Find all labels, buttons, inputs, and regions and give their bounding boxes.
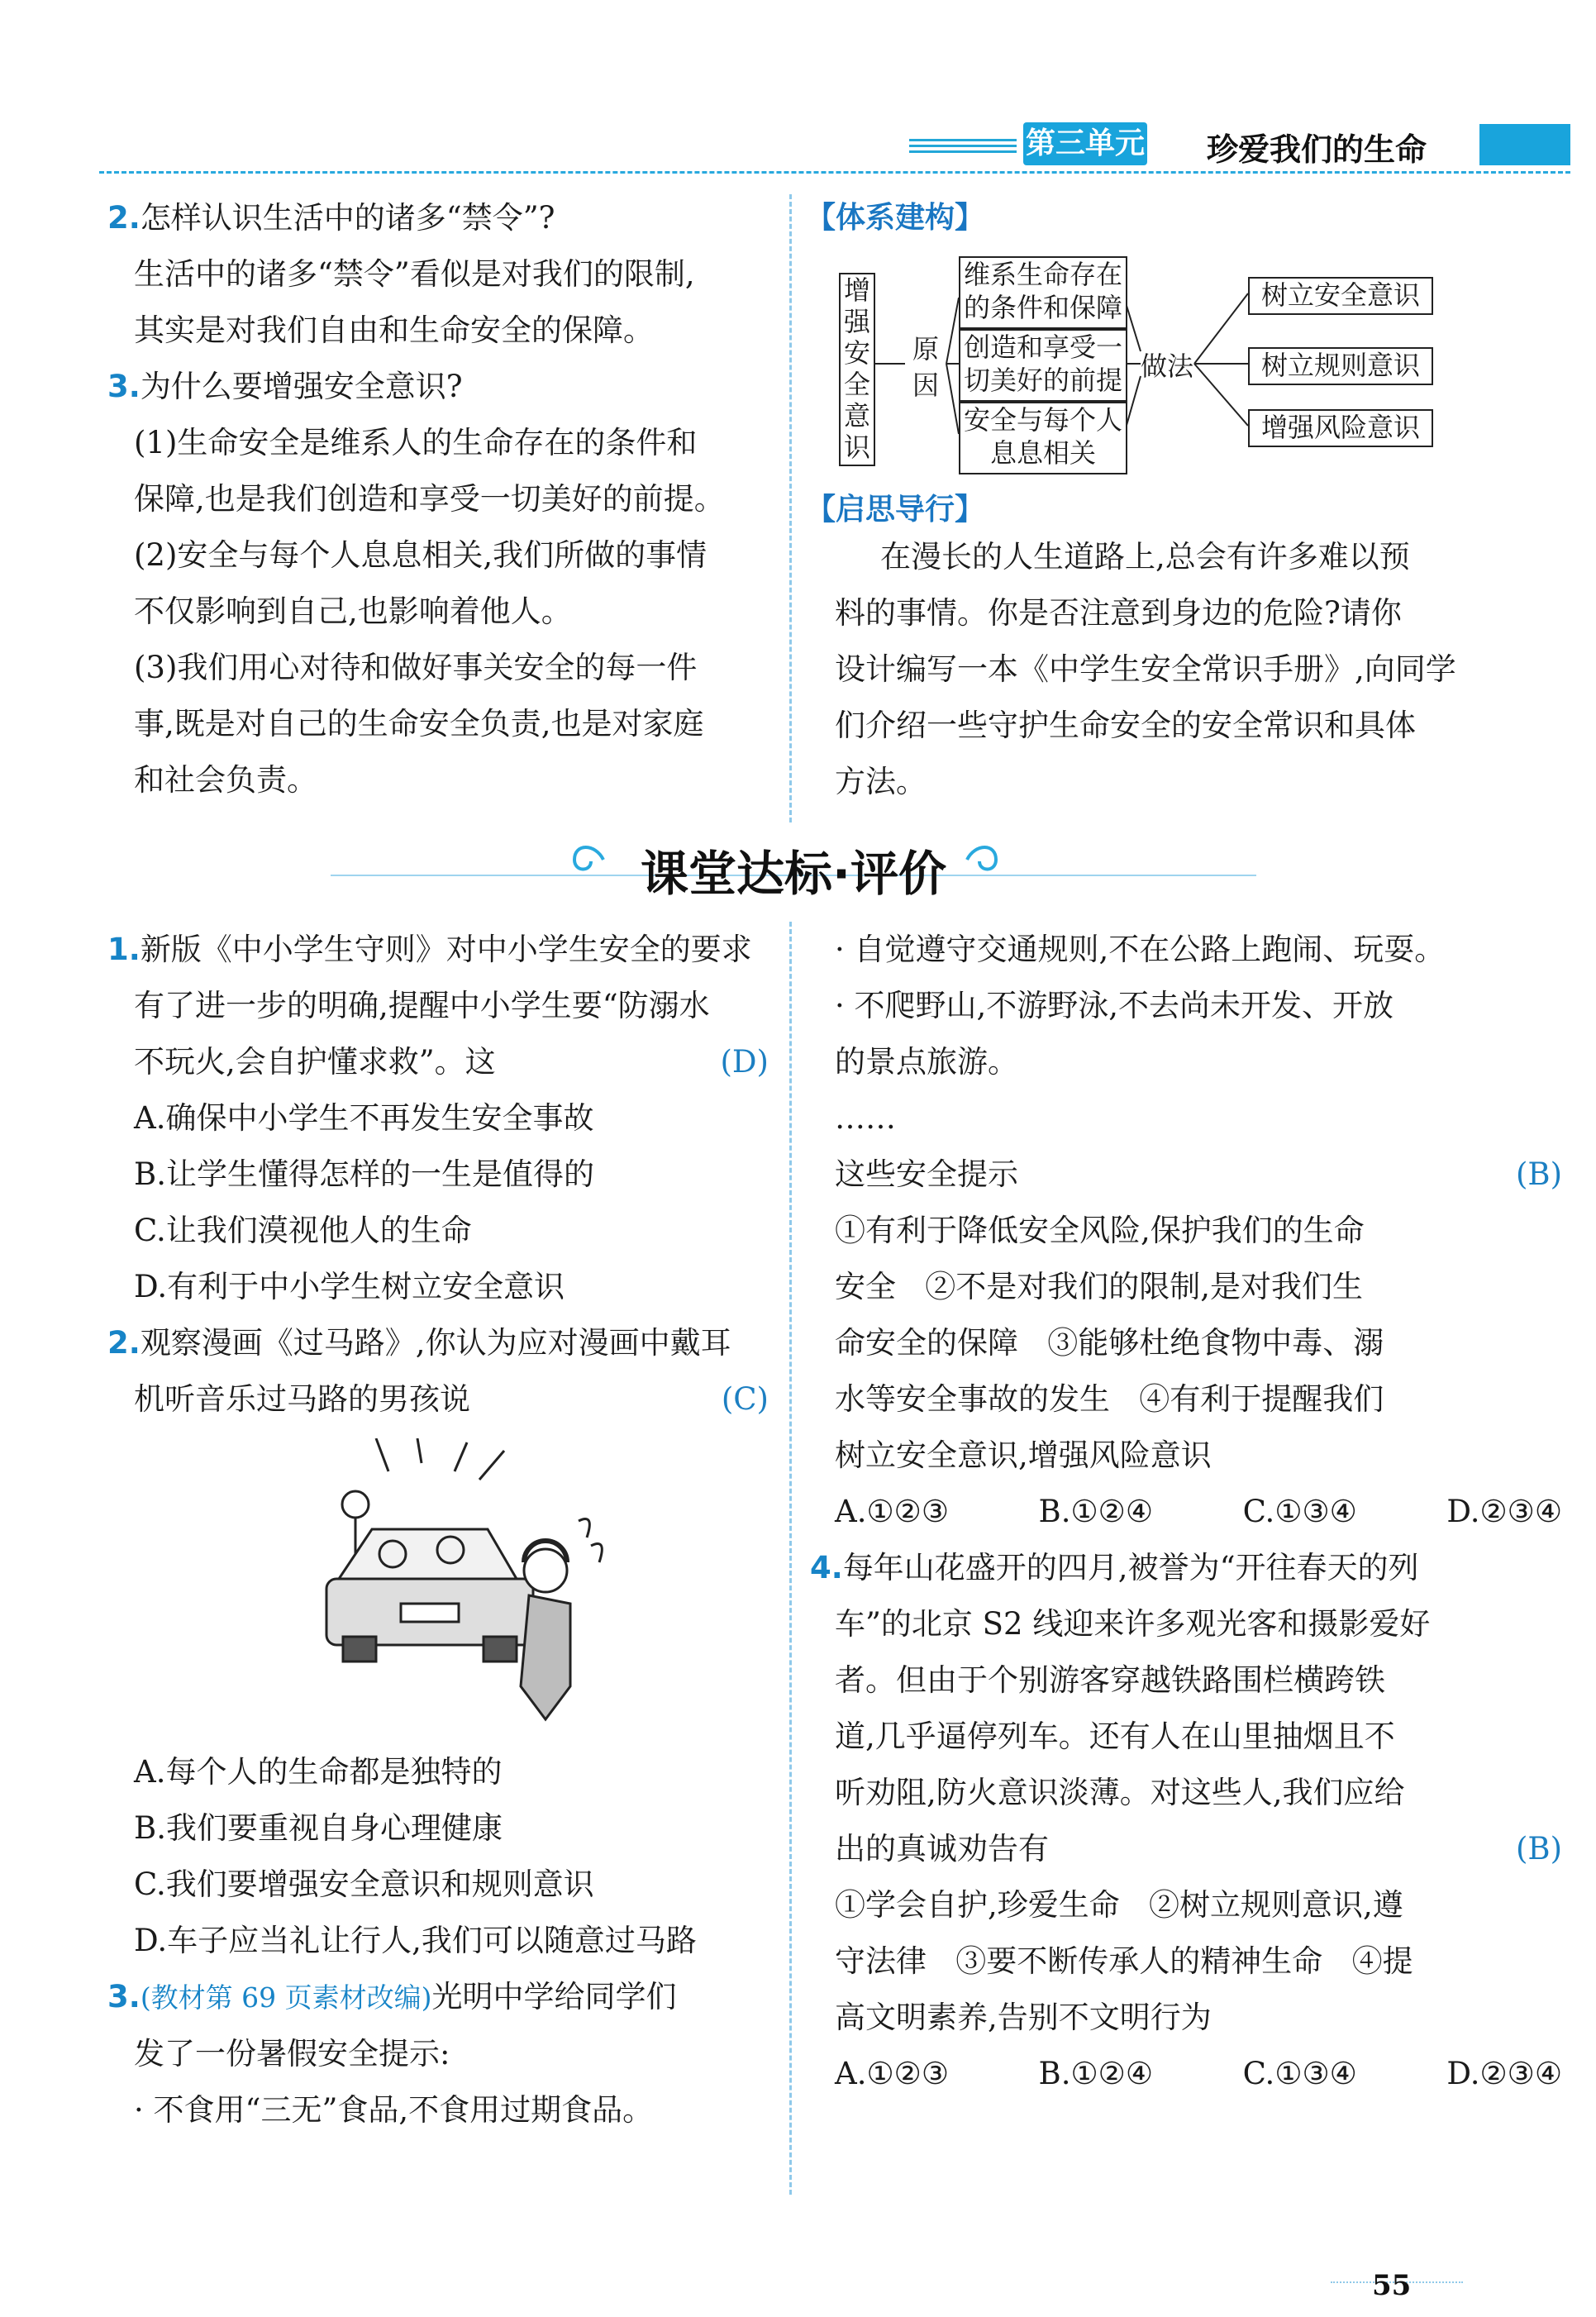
answer-line: 事,既是对自己的生命安全负责,也是对家庭 xyxy=(134,706,704,741)
answer-line: (1)生命安全是维系人的生命存在的条件和 xyxy=(134,425,698,460)
guide-line: 们介绍一些守护生命安全的安全常识和具体 xyxy=(835,708,1416,743)
answer-mark: (D) xyxy=(720,1044,769,1080)
bullet-tip: 的景点旅游。 xyxy=(835,1044,1018,1080)
option: D.有利于中小学生树立安全意识 xyxy=(134,1269,565,1304)
question-text: 发了一份暑假安全提示: xyxy=(134,2036,450,2071)
diagram-method: 树立安全意识 xyxy=(1248,277,1433,315)
diagram-method-label: 做法 xyxy=(1141,350,1194,382)
diagram-reason: 维系生命存在的条件和保障 xyxy=(959,256,1127,329)
unit-label: 第三单元 xyxy=(1023,122,1147,165)
choice-row xyxy=(835,2046,1562,2102)
statement-line: ①学会自护,珍爱生命 ②树立规则意识,遵 xyxy=(835,1887,1403,1923)
diagram-reason-label: 原因 xyxy=(912,333,939,401)
comic-crossing-road-illustration xyxy=(322,1438,620,1728)
choice: C.①③④ xyxy=(1242,2056,1357,2091)
swirl-right-icon xyxy=(959,835,1008,884)
question-text: 机听音乐过马路的男孩说 xyxy=(134,1381,470,1417)
section-label-guide: 【启思导行】 xyxy=(806,493,985,527)
option: A.确保中小学生不再发生安全事故 xyxy=(134,1100,594,1136)
choice: A.①②③ xyxy=(835,2056,949,2091)
question-text: 者。但由于个别游客穿越铁路围栏横跨铁 xyxy=(835,1662,1385,1698)
left-top-column xyxy=(107,190,777,808)
option: A.每个人的生命都是独特的 xyxy=(134,1754,503,1790)
swirl-left-icon xyxy=(562,835,612,884)
answer-mark: (B) xyxy=(1515,1831,1562,1866)
statement-line: ①有利于降低安全风险,保护我们的生命 xyxy=(835,1213,1365,1248)
diagram-method: 树立规则意识 xyxy=(1248,347,1433,385)
guide-line: 设计编写一本《中学生安全常识手册》,向同学 xyxy=(835,651,1456,687)
option: D.车子应当礼让行人,我们可以随意过马路 xyxy=(134,1923,697,1958)
statement-line: 树立安全意识,增强风险意识 xyxy=(835,1437,1212,1473)
question-source: (教材第 69 页素材改编) xyxy=(140,1981,432,2014)
question-number: 2. xyxy=(107,200,141,236)
question-text: 新版《中小学生守则》对中小学生安全的要求 xyxy=(140,932,752,967)
choice: A.①②③ xyxy=(835,1494,949,1529)
option: C.让我们漠视他人的生命 xyxy=(134,1213,472,1248)
option: C.我们要增强安全意识和规则意识 xyxy=(134,1866,594,1902)
question-title: 怎样认识生活中的诸多“禁令”? xyxy=(140,200,555,236)
question-number: 2. xyxy=(107,1325,141,1361)
statement-line: 命安全的保障 ③能够杜绝食物中毒、溺 xyxy=(835,1325,1384,1361)
question-text: 这些安全提示 xyxy=(835,1156,1018,1192)
question-text: 道,几乎逼停列车。还有人在山里抽烟且不 xyxy=(835,1719,1395,1754)
diagram-root: 增强安全意识 xyxy=(839,273,875,466)
diagram-method: 增强风险意识 xyxy=(1248,409,1433,447)
page-number: 55 xyxy=(1372,2269,1412,2302)
guide-line: 在漫长的人生道路上,总会有许多难以预 xyxy=(880,539,1410,574)
question-text: 每年山花盛开的四月,被誉为“开往春天的列 xyxy=(842,1550,1419,1585)
choice: D.②③④ xyxy=(1446,1494,1562,1529)
answer-line: 不仅影响到自己,也影响着他人。 xyxy=(134,594,572,629)
choice: B.①②④ xyxy=(1038,2056,1154,2091)
question-number: 3. xyxy=(107,1979,141,2014)
header-rule xyxy=(99,171,1570,174)
header-decoration-lines xyxy=(909,139,1017,160)
question-number: 3. xyxy=(107,369,141,404)
section-label-system: 【体系建构】 xyxy=(806,201,985,235)
header-bar xyxy=(1479,124,1570,165)
choice: D.②③④ xyxy=(1446,2056,1562,2091)
answer-line: (3)我们用心对待和做好事关安全的每一件 xyxy=(134,650,698,685)
guide-line: 方法。 xyxy=(835,764,927,799)
question-text: 听劝阻,防火意识淡薄。对这些人,我们应给 xyxy=(835,1775,1405,1810)
question-text: 观察漫画《过马路》,你认为应对漫画中戴耳 xyxy=(140,1325,731,1361)
guide-line: 料的事情。你是否注意到身边的危险?请你 xyxy=(835,595,1402,631)
answer-line: 和社会负责。 xyxy=(134,762,317,798)
question-text: 有了进一步的明确,提醒中小学生要“防溺水 xyxy=(134,988,710,1023)
choice: C.①③④ xyxy=(1242,1494,1357,1529)
diagram-reason: 安全与每个人息息相关 xyxy=(959,402,1127,474)
column-divider xyxy=(789,194,792,822)
diagram-reason: 创造和享受一切美好的前提 xyxy=(959,329,1127,402)
bullet-tip: · 不食用“三无”食品,不食用过期食品。 xyxy=(134,2092,654,2128)
guide-paragraph xyxy=(835,529,1562,810)
answer-mark: (B) xyxy=(1515,1156,1562,1192)
answer-mark: (C) xyxy=(721,1381,769,1417)
left-bottom-column-cont xyxy=(107,1744,769,2138)
option: B.让学生懂得怎样的一生是值得的 xyxy=(134,1156,594,1192)
question-number: 1. xyxy=(107,932,141,967)
choice-row xyxy=(835,1484,1562,1540)
answer-line: 其实是对我们自由和生命安全的保障。 xyxy=(134,312,654,348)
section-banner-title: 课堂达标·评价 xyxy=(640,846,947,902)
option: B.我们要重视自身心理健康 xyxy=(134,1810,503,1846)
column-divider xyxy=(789,922,792,2195)
left-bottom-column xyxy=(107,922,769,1428)
choice: B.①②④ xyxy=(1038,1494,1154,1529)
answer-line: (2)安全与每个人息息相关,我们所做的事情 xyxy=(134,537,707,573)
unit-title: 珍爱我们的生命 xyxy=(1207,131,1427,168)
statement-line: 高文明素养,告别不文明行为 xyxy=(835,2000,1212,2035)
question-title: 为什么要增强安全意识? xyxy=(140,369,463,404)
question-text: 光明中学给同学们 xyxy=(431,1979,677,2014)
question-text: 不玩火,会自护懂求救”。这 xyxy=(134,1044,496,1080)
statement-line: 安全 ②不是对我们的限制,是对我们生 xyxy=(835,1269,1364,1304)
statement-line: 守法律 ③要不断传承人的精神生命 ④提 xyxy=(835,1943,1413,1979)
statement-line: 水等安全事故的发生 ④有利于提醒我们 xyxy=(835,1381,1384,1417)
bullet-tip: · 自觉遵守交通规则,不在公路上跑闹、玩耍。 xyxy=(835,932,1446,967)
answer-line: 生活中的诸多“禁令”看似是对我们的限制, xyxy=(134,256,695,292)
question-text: 出的真诚劝告有 xyxy=(835,1831,1049,1866)
bullet-tip: …… xyxy=(835,1100,896,1136)
bullet-tip: · 不爬野山,不游野泳,不去尚未开发、开放 xyxy=(835,988,1394,1023)
right-bottom-column xyxy=(810,922,1562,2102)
question-number: 4. xyxy=(810,1550,843,1585)
answer-line: 保障,也是我们创造和享受一切美好的前提。 xyxy=(134,481,725,517)
question-text: 车”的北京 S2 线迎来许多观光客和摄影爱好 xyxy=(835,1606,1431,1642)
